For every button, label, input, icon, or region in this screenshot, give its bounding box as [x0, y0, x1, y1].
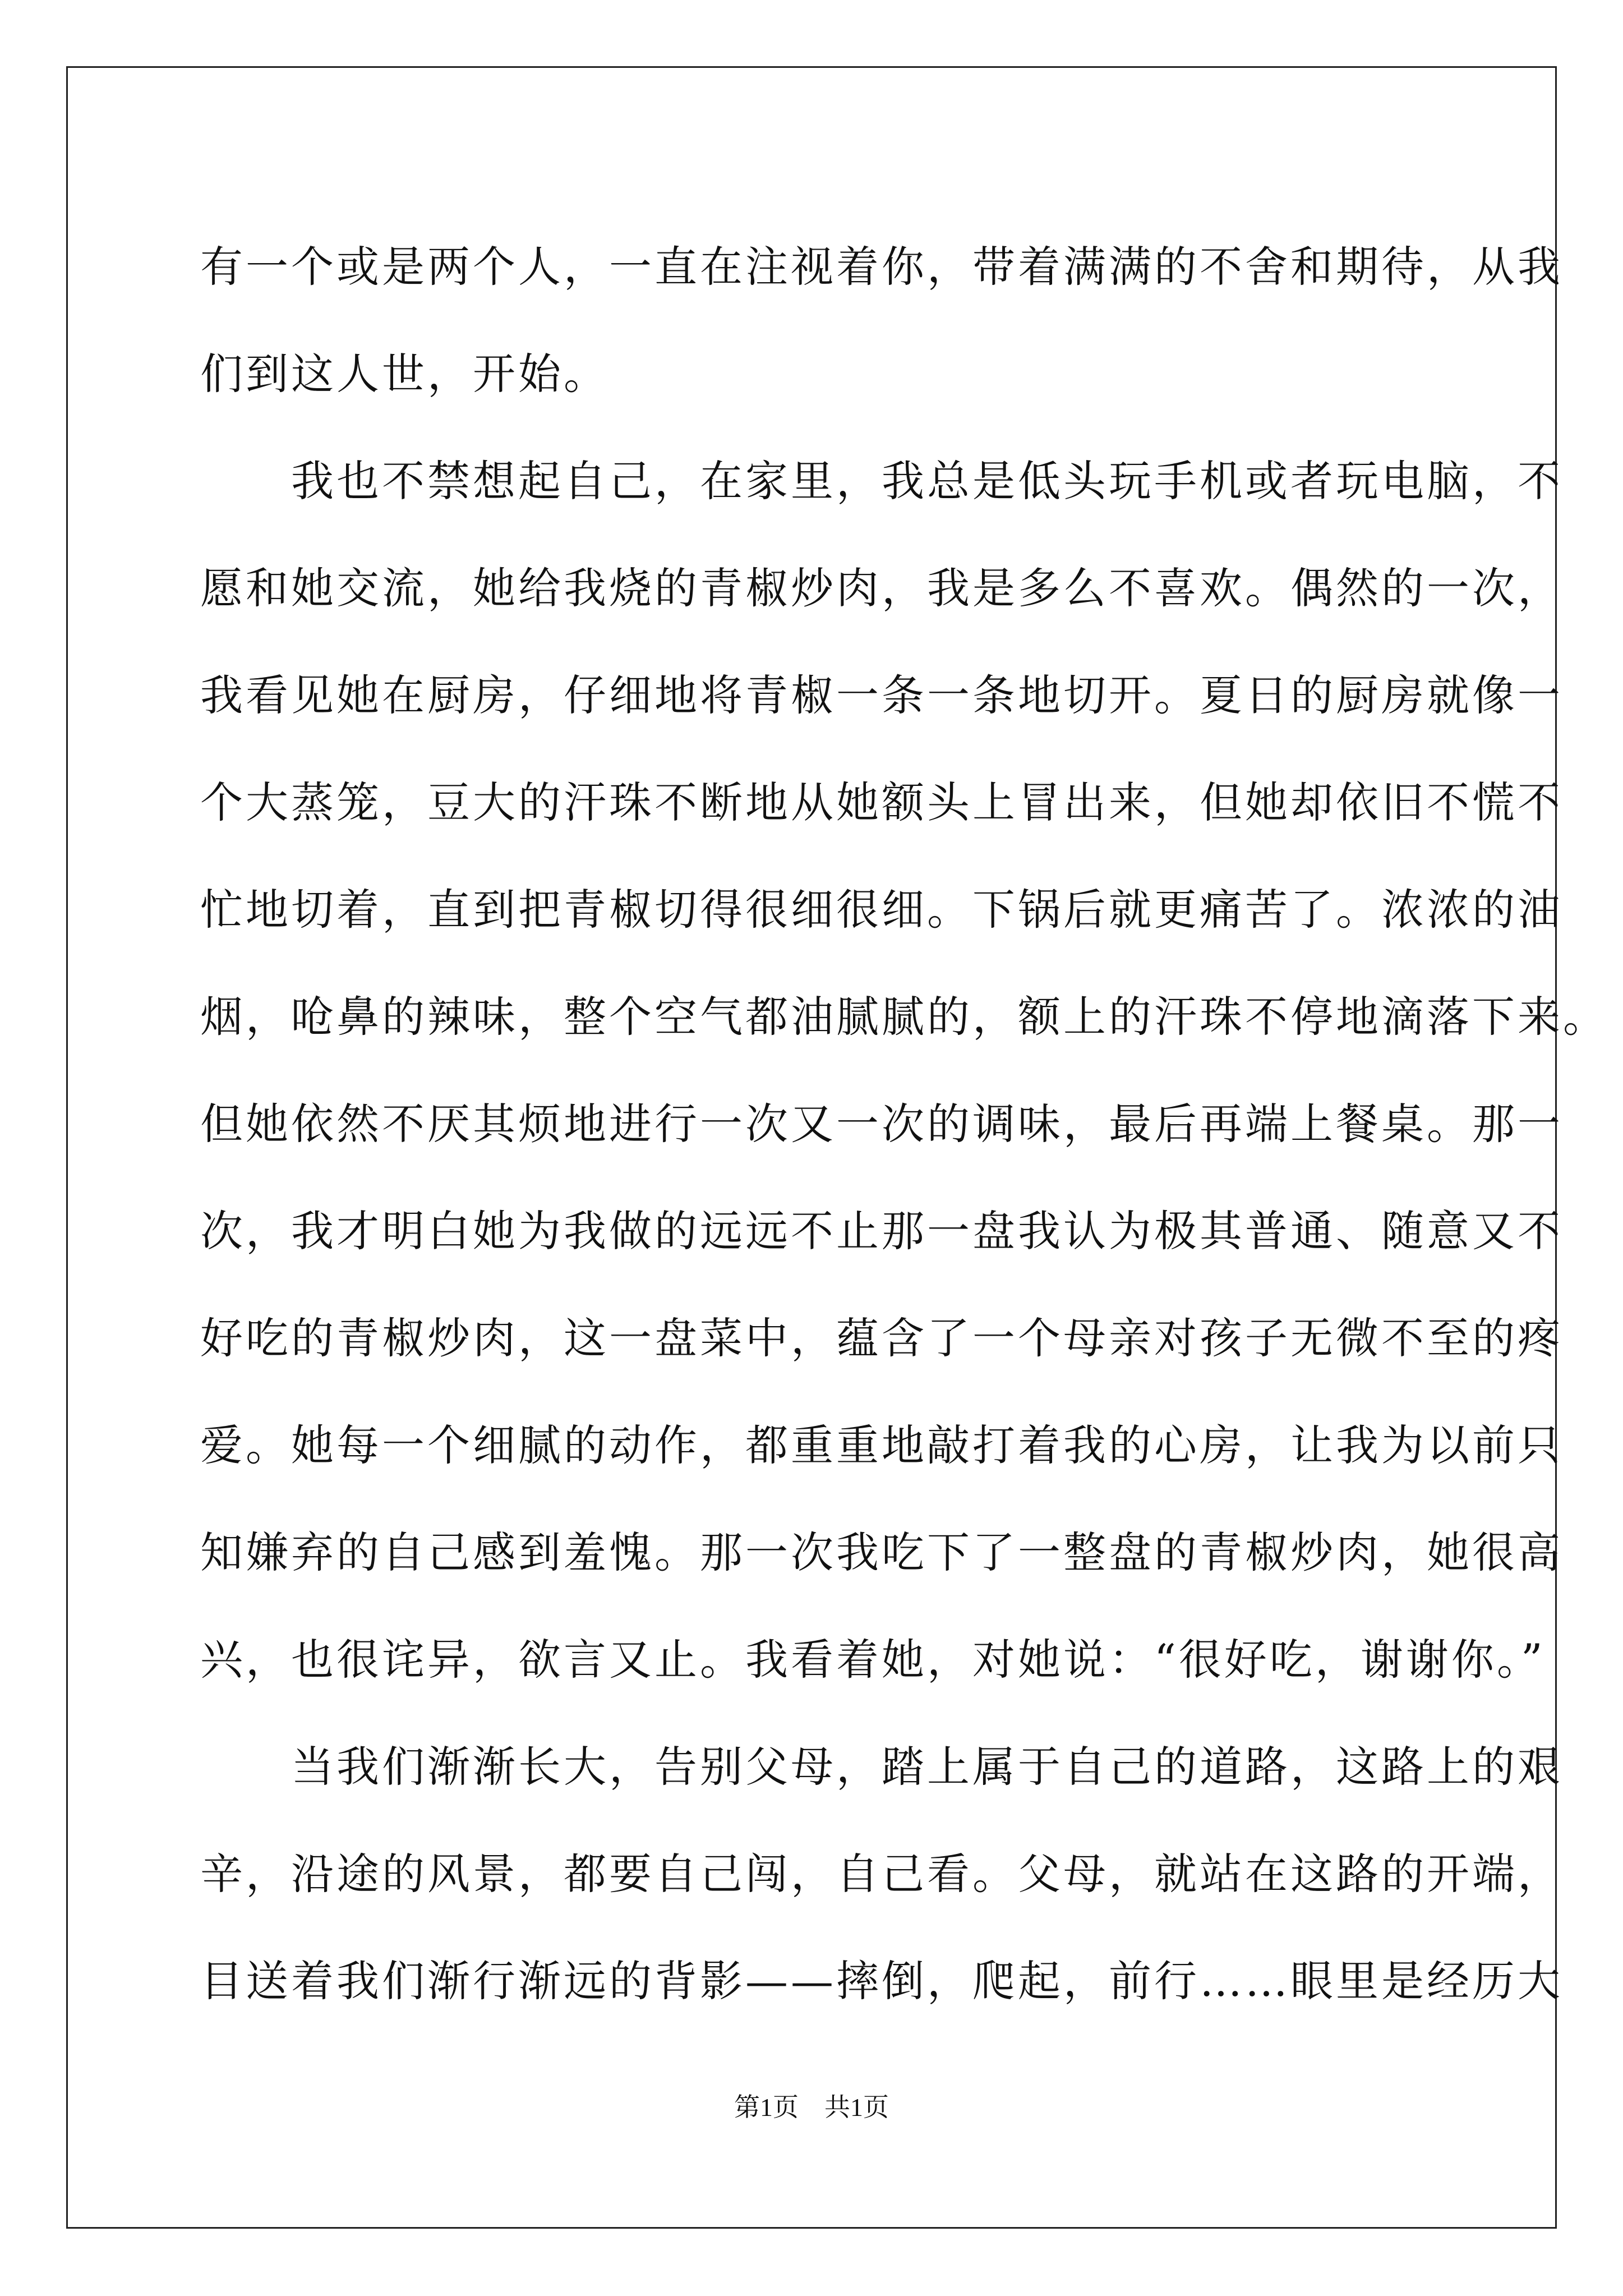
page-footer: 第1页 共1页	[734, 2093, 889, 2122]
text-line: 爱。她每一个细腻的动作，都重重地敲打着我的心房，让我为以前只	[200, 1420, 1563, 1470]
text-line: 目送着我们渐行渐远的背影——摔倒，爬起，前行……眼里是经历大	[200, 1956, 1563, 2006]
text-line: 有一个或是两个人，一直在注视着你，带着满满的不舍和期待，从我	[200, 242, 1563, 292]
text-line: 但她依然不厌其烦地进行一次又一次的调味，最后再端上餐桌。那一	[200, 1099, 1563, 1149]
text-line: 我也不禁想起自己，在家里，我总是低头玩手机或者玩电脑，不	[200, 456, 1563, 506]
text-line: 我看见她在厨房，仔细地将青椒一条一条地切开。夏日的厨房就像一	[200, 670, 1563, 720]
text-line: 兴，也很诧异，欲言又止。我看着她，对她说：“很好吃，谢谢你。”	[200, 1635, 1546, 1685]
document-body	[200, 213, 1608, 2035]
text-line: 知嫌弃的自己感到羞愧。那一次我吃下了一整盘的青椒炒肉，她很高	[200, 1527, 1563, 1577]
text-line: 忙地切着，直到把青椒切得很细很细。下锅后就更痛苦了。浓浓的油	[200, 885, 1563, 935]
text-line: 愿和她交流，她给我烧的青椒炒肉，我是多么不喜欢。偶然的一次，	[200, 563, 1563, 613]
text-line: 个大蒸笼，豆大的汗珠不断地从她额头上冒出来，但她却依旧不慌不	[200, 777, 1563, 827]
text-line: 烟，呛鼻的辣味，整个空气都油腻腻的，额上的汗珠不停地滴落下来。	[200, 992, 1608, 1042]
text-line: 好吃的青椒炒肉，这一盘菜中，蕴含了一个母亲对孩子无微不至的疼	[200, 1313, 1563, 1363]
text-line: 次，我才明白她为我做的远远不止那一盘我认为极其普通、随意又不	[200, 1206, 1563, 1256]
text-line: 们到这人世，开始。	[200, 349, 609, 399]
text-line: 当我们渐渐长大，告别父母，踏上属于自己的道路，这路上的艰	[200, 1742, 1563, 1792]
text-line: 辛，沿途的风景，都要自己闯，自己看。父母，就站在这路的开端，	[200, 1849, 1563, 1899]
